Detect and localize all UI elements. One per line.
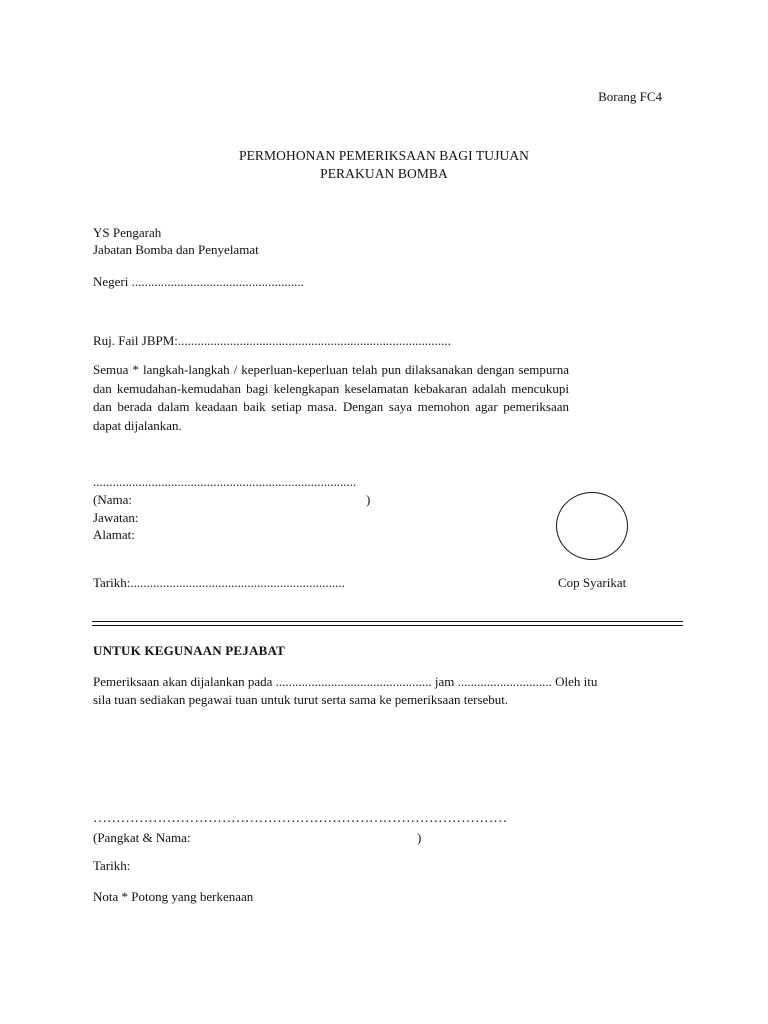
officer-rank-name-label: (Pangkat & Nama: <box>93 830 191 845</box>
inspection-schedule-line: Pemeriksaan akan dijalankan pada ................................................ jam ............................. Oleh itu <box>93 674 598 689</box>
section-divider-top <box>92 621 683 622</box>
footnote: Nota * Potong yang berkenaan <box>93 889 254 904</box>
file-reference-field: Ruj. Fail JBPM:.................................................................................... <box>93 333 451 348</box>
office-use-heading: UNTUK KEGUNAAN PEJABAT <box>93 643 285 658</box>
recipient-state-field: Negeri ..................................................... <box>93 274 304 289</box>
recipient-title: YS Pengarah <box>93 225 162 240</box>
applicant-name-close: ) <box>366 492 371 507</box>
officer-rank-name-close: ) <box>417 830 422 845</box>
applicant-position-label: Jawatan: <box>93 510 139 525</box>
applicant-signature-line: ................................................................................. <box>93 474 357 489</box>
declaration-paragraph: Semua * langkah-langkah / keperluan-keperluan telah pun dilaksanakan dengan sempurna dan kemudahan-kemudahan bagi kelengkapan keselamatan kebakaran adalah mencukupi dan berada dalam keadaan baik setiap masa. Dengan saya memohon agar pemeriksaan dapat dijalankan. <box>93 362 569 433</box>
company-stamp-circle <box>556 492 628 560</box>
section-divider-bottom <box>92 625 683 626</box>
company-stamp-label: Cop Syarikat <box>558 575 627 590</box>
applicant-name-label: (Nama: <box>93 492 132 507</box>
recipient-department: Jabatan Bomba dan Penyelamat <box>93 242 259 257</box>
officer-date-label: Tarikh: <box>93 858 131 873</box>
applicant-date-field: Tarikh:.................................................................. <box>93 575 345 590</box>
applicant-address-label: Alamat: <box>93 527 135 542</box>
form-title-line-2: PERAKUAN BOMBA <box>320 166 448 181</box>
inspection-instruction-line: sila tuan sediakan pegawai tuan untuk turut serta sama ke pemeriksaan tersebut. <box>93 692 509 707</box>
form-title-line-1: PERMOHONAN PEMERIKSAAN BAGI TUJUAN <box>238 148 530 163</box>
form-code: Borang FC4 <box>598 89 662 104</box>
officer-signature-line: ……………………………………………………………………………… <box>93 811 508 826</box>
